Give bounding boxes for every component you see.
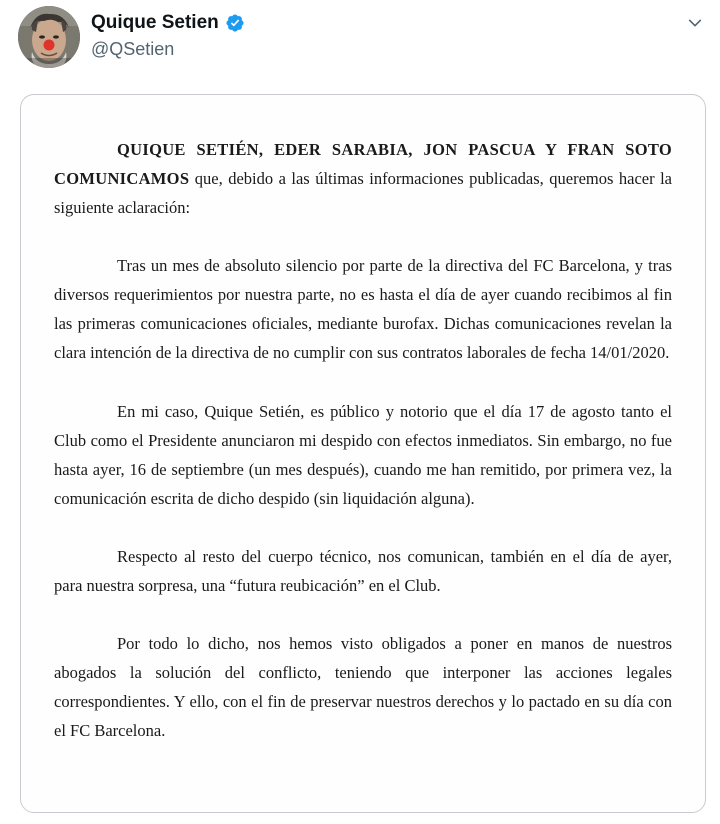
statement-paragraph: Tras un mes de absoluto silencio por parte de la directiva del FC Barcelona, y tras diversos requerimientos por nuestra parte, no es hasta el día de ayer cuando recibimos al fin las primeras comunicaciones oficiales, mediante burofax. Dichas comunicaciones revelan la clara intención de la directiva de no cumplir con sus contratos laborales de fecha 14/01/2020. <box>54 256 672 362</box>
user-handle[interactable]: @QSetien <box>91 39 175 59</box>
display-name[interactable]: Quique Setien <box>91 12 219 33</box>
tweet-header <box>18 4 708 72</box>
statement-document <box>54 135 672 745</box>
name-row <box>91 11 245 35</box>
verified-badge-icon <box>225 13 245 33</box>
statement-signatories: QUIQUE SETIÉN, EDER SARABIA, JON PASCUA Y FRAN SOTO COMUNICAMOS <box>54 140 672 188</box>
statement-paragraph <box>54 135 672 222</box>
statement-paragraph: En mi caso, Quique Setién, es público y notorio que el día 17 de agosto tanto el Club como el Presidente anunciaron mi despido con efectos inmediatos. Sin embargo, no fue hasta ayer, 16 de septiembre (un mes después), cuando me han remitido, por primera vez, la comunicación escrita de dicho despido (sin liquidación alguna). <box>54 402 672 508</box>
statement-paragraph: Respecto al resto del cuerpo técnico, nos comunican, también en el día de ayer, para nuestra sorpresa, una “futura reubicación” en el Club. <box>54 547 672 595</box>
author-block <box>91 11 245 60</box>
statement-paragraph: Por todo lo dicho, nos hemos visto obligados a poner en manos de nuestros abogados la solución del conflicto, teniendo que interponer las acciones legales correspondientes. Y ello, con el fin de preservar nuestros derechos y lo pactado en su día con el FC Barcelona. <box>54 634 672 740</box>
tweet-image[interactable] <box>20 94 706 813</box>
statement-intro: que, debido a las últimas informaciones publicadas, queremos hacer la siguiente aclaración: <box>54 169 672 217</box>
avatar-image <box>18 6 80 68</box>
avatar[interactable] <box>18 6 80 68</box>
chevron-down-icon[interactable] <box>684 12 706 34</box>
